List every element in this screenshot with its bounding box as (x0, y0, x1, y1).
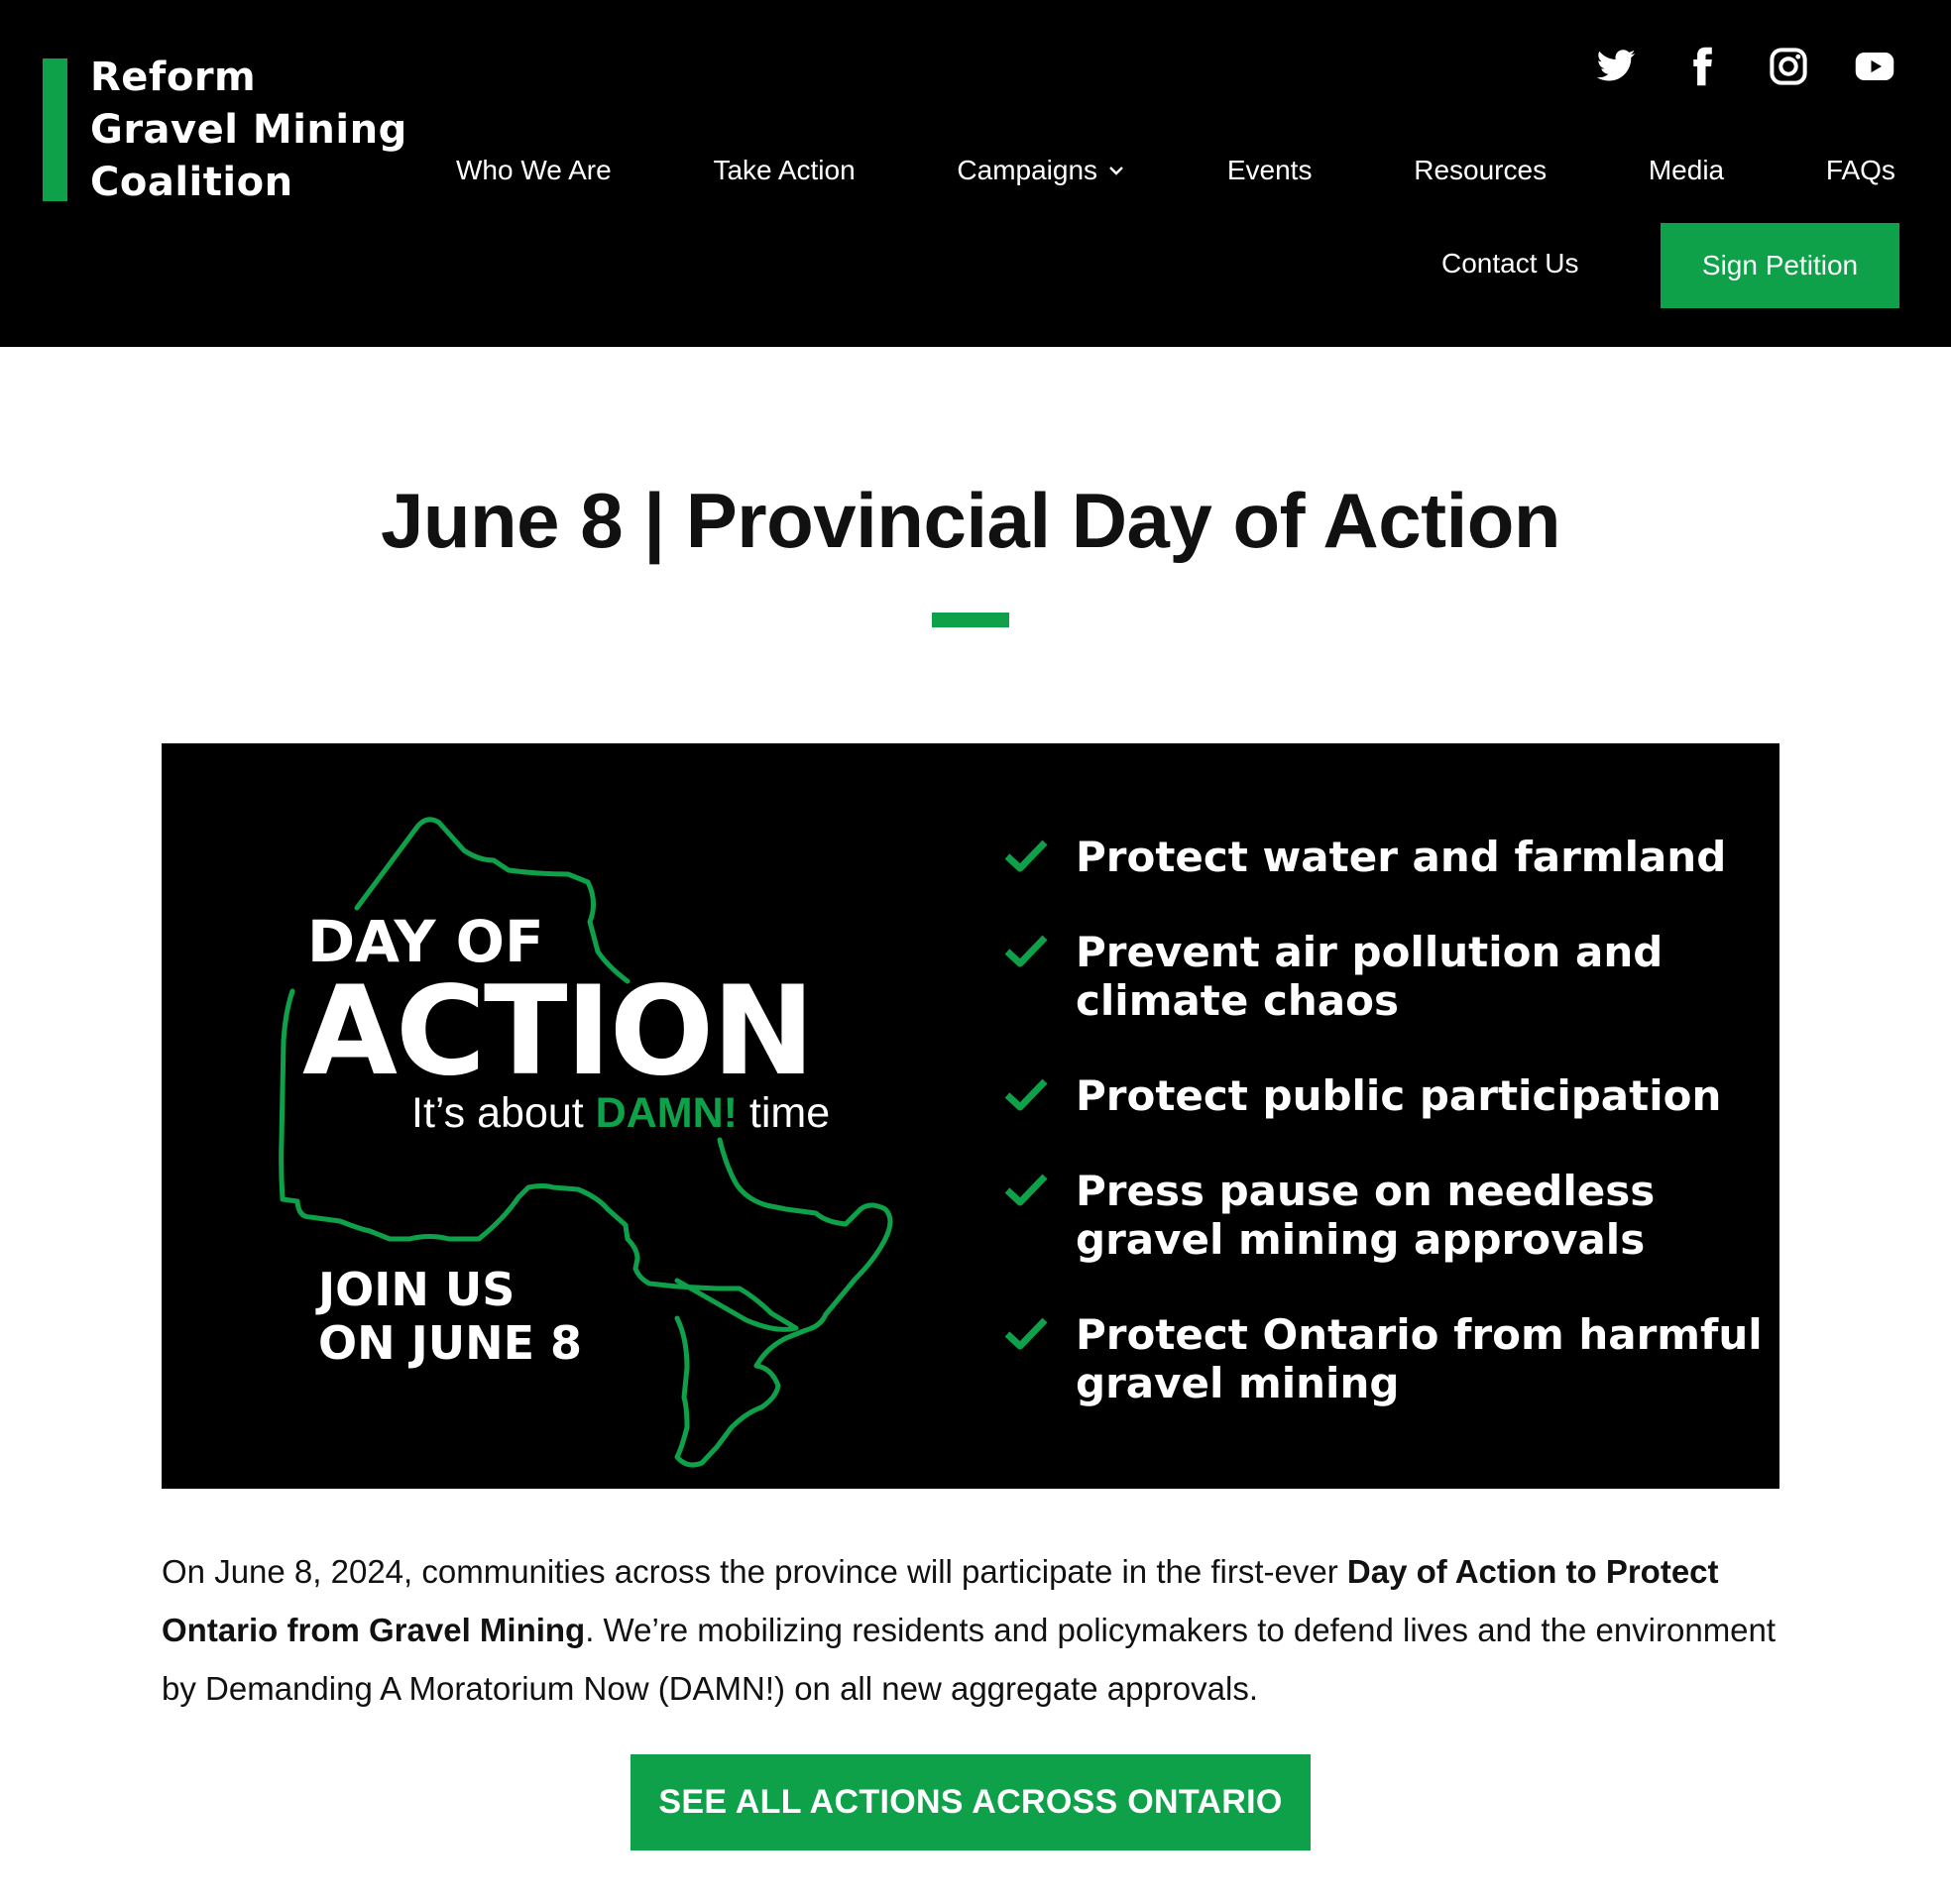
nav-campaigns-label: Campaigns (957, 155, 1098, 185)
banner-join-us (318, 1263, 582, 1370)
see-all-actions-button[interactable]: SEE ALL ACTIONS ACROSS ONTARIO (631, 1754, 1311, 1850)
join-line-2: ON JUNE 8 (318, 1316, 583, 1370)
intro-text-start: On June 8, 2024, communities across the province will participate in the first-ever (162, 1553, 1347, 1590)
social-links (1595, 42, 1895, 91)
banner-tagline (411, 1088, 830, 1138)
intro-text-end: . We’re mobilizing residents and policymakers to defend lives and the environment by Demanding A Moratorium Now (DAMN!) on all new aggregate approvals. (162, 1612, 1777, 1707)
nav-events[interactable]: Events (1226, 155, 1313, 185)
banner-checklist (1002, 833, 1770, 1454)
day-of-action-banner (162, 743, 1779, 1489)
site-logo[interactable] (90, 52, 407, 209)
main-nav (456, 155, 1895, 186)
banner-day-of: DAY OF (307, 908, 544, 975)
check-icon (1002, 1314, 1050, 1354)
instagram-icon[interactable] (1768, 46, 1809, 87)
title-underline (932, 613, 1009, 627)
checklist-item (1002, 833, 1770, 881)
logo-line-1: Reform (90, 55, 257, 100)
sign-petition-button[interactable]: Sign Petition (1661, 223, 1899, 308)
intro-paragraph (162, 1542, 1787, 1718)
nav-resources[interactable]: Resources (1414, 155, 1548, 185)
checklist-item (1002, 928, 1770, 1025)
check-icon (1002, 1075, 1050, 1115)
banner-action: ACTION (302, 960, 813, 1103)
checklist-text: Protect water and farmland (1076, 833, 1727, 881)
check-icon (1002, 837, 1050, 876)
tagline-start: It’s about (411, 1089, 596, 1137)
nav-campaigns[interactable] (957, 155, 1125, 186)
checklist-text: Press pause on needless gravel mining approvals (1076, 1167, 1656, 1264)
checklist-text: Protect Ontario from harmful gravel mining (1076, 1310, 1763, 1407)
youtube-icon[interactable] (1854, 46, 1895, 87)
logo-line-3: Coalition (90, 160, 293, 205)
checklist-text: Prevent air pollution and climate chaos (1076, 928, 1664, 1025)
nav-media[interactable]: Media (1648, 155, 1725, 185)
site-header (0, 0, 1951, 347)
twitter-icon[interactable] (1595, 46, 1637, 87)
check-icon (1002, 932, 1050, 971)
nav-take-action[interactable]: Take Action (713, 155, 856, 185)
checklist-item (1002, 1310, 1770, 1407)
join-line-1: JOIN US (318, 1263, 516, 1316)
intro-bold-text: Day of Action to Protect Ontario from Gravel Mining (162, 1553, 1719, 1648)
nav-who-we-are[interactable]: Who We Are (456, 155, 612, 185)
facebook-icon[interactable] (1681, 46, 1723, 87)
chevron-down-icon (1107, 162, 1125, 179)
checklist-item (1002, 1167, 1770, 1264)
tagline-end: time (737, 1089, 831, 1137)
tagline-damn: DAMN! (595, 1089, 738, 1137)
check-icon (1002, 1171, 1050, 1210)
logo-accent-bar (43, 58, 67, 201)
page-title: June 8 | Provincial Day of Action (380, 477, 1561, 564)
checklist-item (1002, 1071, 1770, 1120)
checklist-text: Protect public participation (1076, 1071, 1722, 1120)
nav-faqs[interactable]: FAQs (1825, 155, 1895, 185)
nav-contact-us[interactable]: Contact Us (1441, 248, 1579, 279)
logo-line-2: Gravel Mining (90, 107, 407, 153)
